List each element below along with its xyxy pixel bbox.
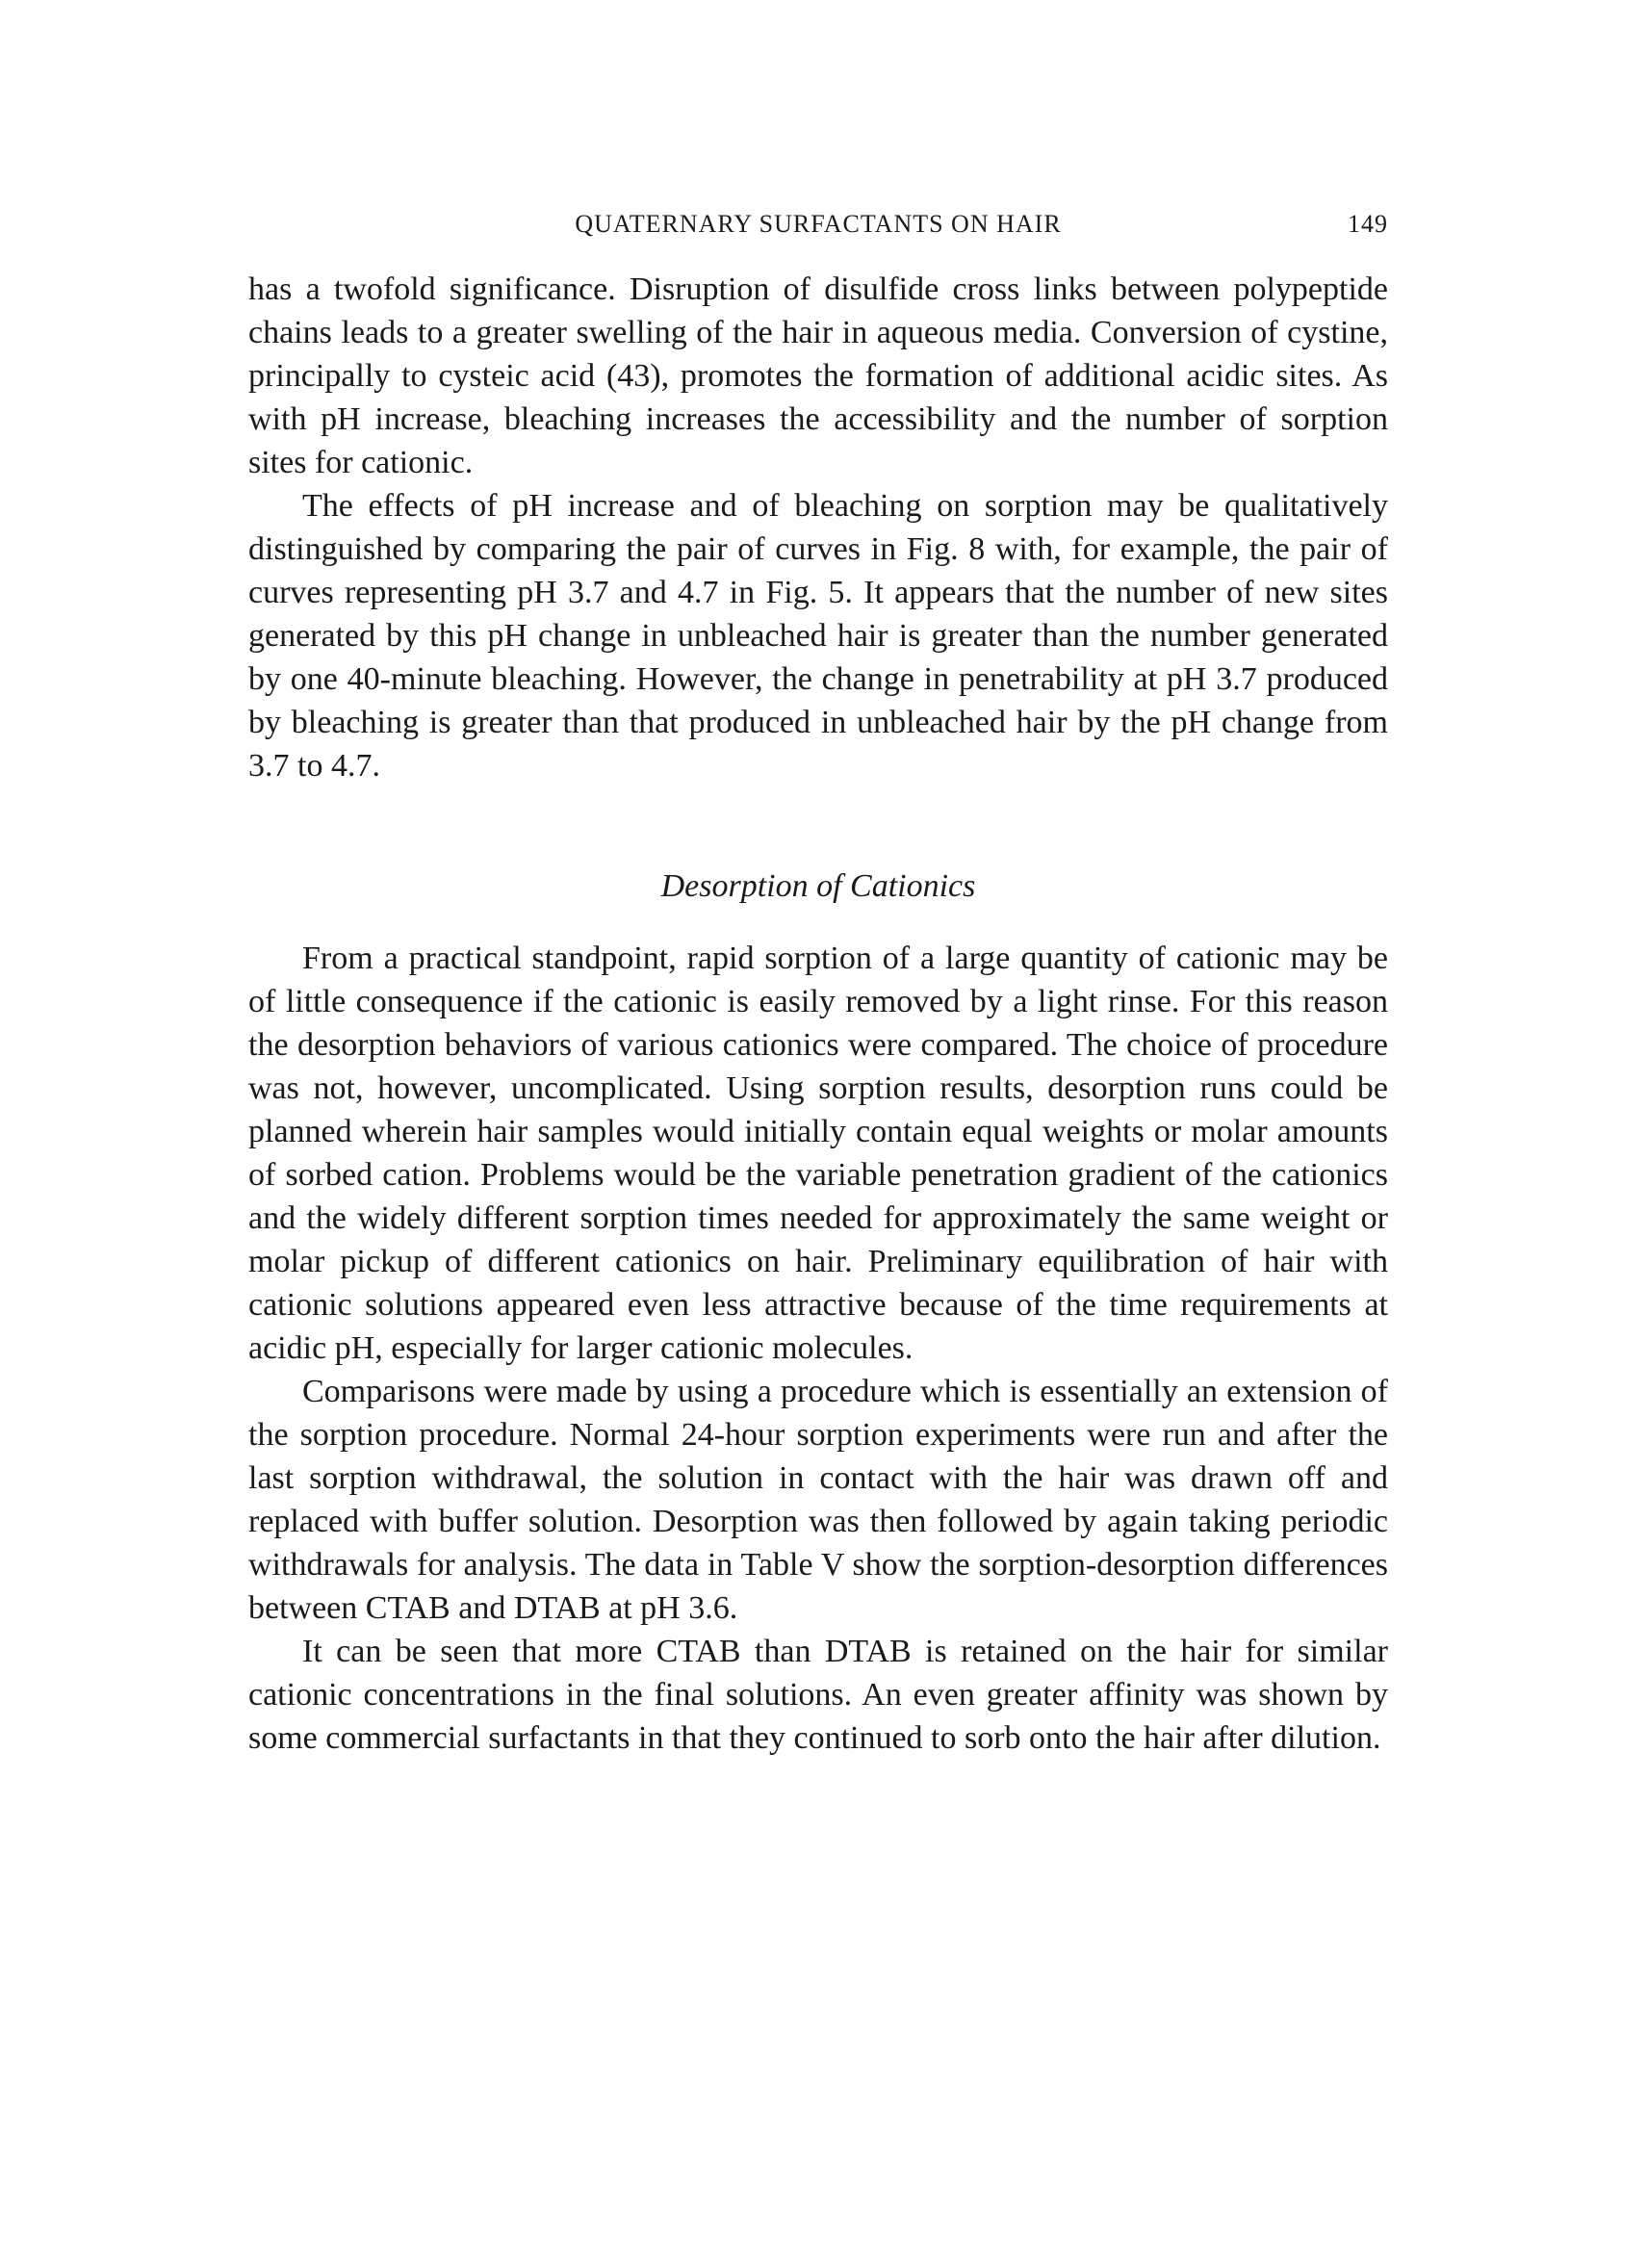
- running-head-title: QUATERNARY SURFACTANTS ON HAIR: [575, 210, 1062, 238]
- body-text: [248, 268, 1388, 1760]
- paragraph: Comparisons were made by using a procedure which is essentially an extension of the sorption procedure. Normal 24-hour sorption experiments were run and after the last sorption withdrawal, the solution in contact with the hair was drawn off and replaced with buffer solution. Desorption was then followed by again taking periodic withdrawals for analysis. The data in Table V show the sorption-desorption differences between CTAB and DTAB at pH 3.6.: [248, 1374, 1388, 1626]
- paragraph: It can be seen that more CTAB than DTAB is retained on the hair for similar cationic concentrations in the final solutions. An even greater affinity was shown by some commercial surfactants in that they continued to sorb onto the hair after dilution.: [248, 1634, 1388, 1756]
- paragraph: From a practical standpoint, rapid sorption of a large quantity of cationic may be of little consequence if the cationic is easily removed by a light rinse. For this reason the desorption behaviors of various cationics were compared. The choice of procedure was not, however, uncomplicated. Using sorption results, desorption runs could be planned wherein hair samples would initially contain equal weights or molar amounts of sorbed cation. Problems would be the variable penetration gradient of the cationics and the widely different sorption times needed for approximately the same weight or molar pickup of different cationics on hair. Preliminary equilibration of hair with cationic solutions appeared even less attractive because of the time requirements at acidic pH, especially for larger cationic molecules.: [248, 941, 1388, 1366]
- page-number: 149: [1348, 210, 1388, 238]
- running-head: [248, 183, 1388, 241]
- page: [248, 183, 1388, 1760]
- paragraph: The effects of pH increase and of bleaching on sorption may be qualitatively distinguished by comparing the pair of curves in Fig. 8 with, for example, the pair of curves representing pH 3.7 and 4.7 in Fig. 5. It appears that the number of new sites generated by this pH change in unbleached hair is greater than the number generated by one 40-minute bleaching. However, the change in penetrability at pH 3.7 produced by bleaching is greater than that produced in unbleached hair by the pH change from 3.7 to 4.7.: [248, 488, 1388, 784]
- section-heading: Desorption of Cationics: [660, 868, 976, 904]
- paragraph-continuation: has a twofold significance. Disruption of disulfide cross links between polypeptide chains leads to a greater swelling of the hair in aqueous media. Conversion of cystine, principally to cysteic acid (43), promotes the formation of additional acidic sites. As with pH increase, bleaching increases the accessibility and the number of sorption sites for cationic.: [248, 271, 1388, 480]
